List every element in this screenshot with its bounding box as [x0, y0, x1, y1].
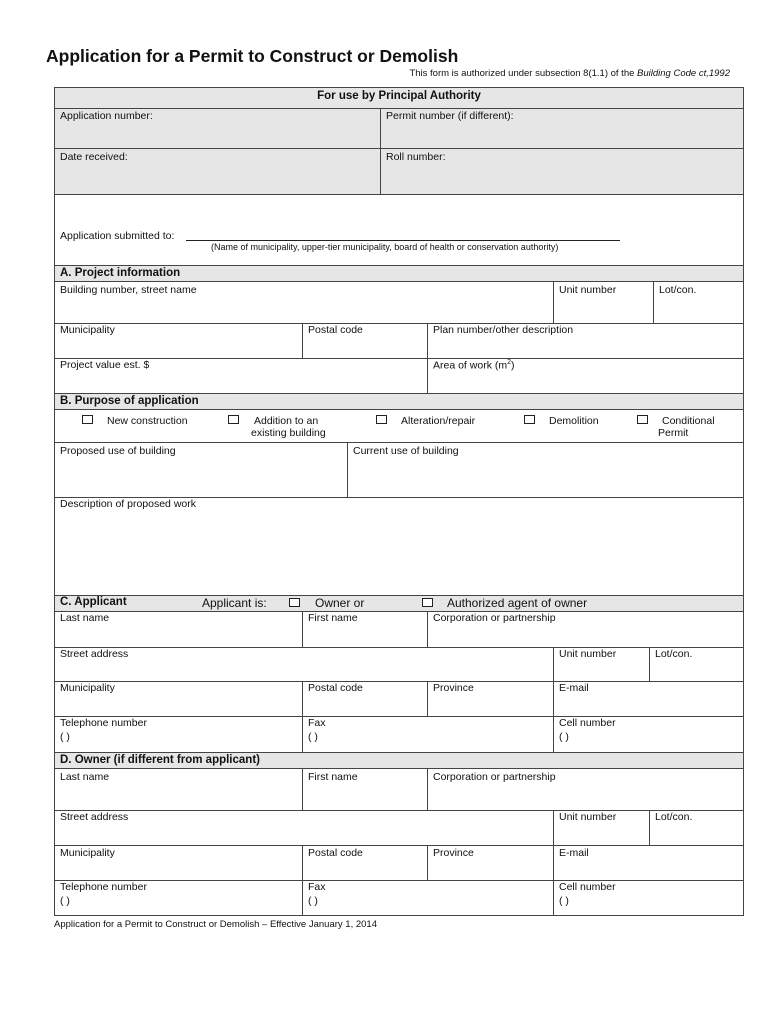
- c-municipality-label: Municipality: [60, 682, 115, 694]
- d-lot-con-field[interactable]: [651, 823, 741, 843]
- section-d-heading: D. Owner (if different from applicant): [60, 754, 260, 766]
- unit-number-label: Unit number: [559, 284, 617, 296]
- addition-label-2: existing building: [251, 427, 326, 439]
- c-corporation-label: Corporation or partnership: [433, 612, 556, 624]
- d-street-address-field[interactable]: [56, 823, 552, 843]
- current-use-field[interactable]: [349, 457, 741, 495]
- d-telephone-label: Telephone number: [60, 881, 147, 893]
- project-value-field[interactable]: [155, 359, 425, 392]
- section-c-heading: C. Applicant: [60, 596, 127, 608]
- proposed-use-label: Proposed use of building: [60, 445, 176, 457]
- addition-label-1: Addition to an: [254, 415, 319, 427]
- d-municipality-field[interactable]: [56, 859, 300, 879]
- d-corporation-label: Corporation or partnership: [433, 771, 556, 783]
- c-first-name-field[interactable]: [304, 624, 425, 646]
- area-of-work-field[interactable]: [429, 372, 741, 392]
- addition-checkbox[interactable]: [228, 415, 239, 424]
- d-email-field[interactable]: [555, 859, 741, 879]
- description-field[interactable]: [56, 510, 742, 592]
- d-street-address-label: Street address: [60, 811, 129, 823]
- c-cell-field[interactable]: ( ): [559, 731, 569, 743]
- c-unit-number-field[interactable]: [555, 660, 647, 680]
- d-unit-number-label: Unit number: [559, 811, 617, 823]
- building-number-field[interactable]: [56, 296, 552, 322]
- municipality-label: Municipality: [60, 324, 115, 336]
- plan-number-label: Plan number/other description: [433, 324, 574, 336]
- page-title: Application for a Permit to Construct or Demolish: [46, 46, 459, 66]
- section-a-heading: A. Project information: [60, 267, 181, 279]
- conditional-label-2: Permit: [658, 427, 689, 439]
- lot-con-field[interactable]: [655, 296, 741, 322]
- municipality-field[interactable]: [56, 336, 300, 357]
- c-postal-code-field[interactable]: [304, 694, 425, 715]
- d-corporation-field[interactable]: [429, 783, 741, 809]
- demolition-checkbox[interactable]: [524, 415, 535, 424]
- d-lot-con-label: Lot/con.: [655, 811, 693, 823]
- roll-number-label: Roll number:: [386, 151, 446, 163]
- permit-form: [54, 87, 744, 916]
- c-lot-con-field[interactable]: [651, 660, 741, 680]
- c-street-address-label: Street address: [60, 648, 129, 660]
- d-last-name-field[interactable]: [56, 783, 300, 809]
- principal-header: For use by Principal Authority: [317, 90, 481, 102]
- permit-number-field[interactable]: [382, 122, 742, 146]
- new-construction-checkbox[interactable]: [82, 415, 93, 424]
- area-of-work-text: Area of work (m: [433, 359, 508, 372]
- c-street-address-field[interactable]: [56, 660, 552, 680]
- application-number-field[interactable]: [56, 122, 379, 146]
- authorized-agent-label: Authorized agent of owner: [447, 596, 588, 610]
- authorized-agent-checkbox[interactable]: [422, 598, 433, 607]
- application-number-label: Application number:: [60, 110, 153, 122]
- postal-code-label: Postal code: [308, 324, 363, 336]
- owner-checkbox[interactable]: [289, 598, 300, 607]
- c-corporation-field[interactable]: [429, 624, 741, 646]
- owner-or-label: Owner or: [315, 596, 365, 610]
- c-province-field[interactable]: [429, 694, 551, 715]
- c-fax-field[interactable]: ( ): [308, 731, 318, 743]
- area-close: ): [511, 359, 515, 372]
- d-telephone-field[interactable]: ( ): [60, 895, 70, 907]
- area-sup: 2: [507, 359, 512, 366]
- c-email-label: E-mail: [559, 682, 589, 694]
- project-value-label: Project value est. $: [60, 359, 150, 371]
- d-province-label: Province: [433, 847, 474, 859]
- applicant-is-label: Applicant is:: [202, 596, 267, 610]
- new-construction-label: New construction: [107, 415, 188, 427]
- c-first-name-label: First name: [308, 612, 358, 624]
- proposed-use-field[interactable]: [56, 457, 345, 495]
- unit-number-field[interactable]: [555, 296, 652, 322]
- d-fax-label: Fax: [308, 881, 326, 893]
- d-email-label: E-mail: [559, 847, 589, 859]
- date-received-label: Date received:: [60, 151, 128, 163]
- d-cell-label: Cell number: [559, 881, 616, 893]
- c-email-field[interactable]: [555, 694, 741, 715]
- submitted-to-note: (Name of municipality, upper-tier municipality, board of health or conservation authority): [211, 242, 559, 252]
- c-last-name-field[interactable]: [56, 624, 300, 646]
- c-municipality-field[interactable]: [56, 694, 300, 715]
- d-last-name-label: Last name: [60, 771, 110, 783]
- c-fax-label: Fax: [308, 717, 326, 729]
- d-postal-code-field[interactable]: [304, 859, 425, 879]
- submitted-to-label: Application submitted to:: [60, 230, 175, 242]
- authorization-note: [409, 68, 730, 79]
- c-last-name-label: Last name: [60, 612, 110, 624]
- area-of-work-label: [433, 359, 515, 372]
- d-postal-code-label: Postal code: [308, 847, 363, 859]
- page-footer: Application for a Permit to Construct or Demolish – Effective January 1, 2014: [54, 919, 377, 930]
- conditional-permit-checkbox[interactable]: [637, 415, 648, 424]
- c-cell-label: Cell number: [559, 717, 616, 729]
- d-cell-field[interactable]: ( ): [559, 895, 569, 907]
- alteration-checkbox[interactable]: [376, 415, 387, 424]
- section-c-fill: [55, 596, 743, 611]
- d-municipality-label: Municipality: [60, 847, 115, 859]
- c-telephone-field[interactable]: ( ): [60, 731, 70, 743]
- conditional-label-1: Conditional: [662, 415, 715, 427]
- permit-number-label: Permit number (if different):: [386, 110, 514, 122]
- date-received-field[interactable]: [56, 163, 379, 193]
- d-first-name-field[interactable]: [304, 783, 425, 809]
- postal-code-field[interactable]: [304, 336, 425, 357]
- building-number-label: Building number, street name: [60, 284, 197, 296]
- c-unit-number-label: Unit number: [559, 648, 617, 660]
- description-label: Description of proposed work: [60, 498, 196, 510]
- authorization-act: Building Code ct,1992: [637, 68, 730, 79]
- d-first-name-label: First name: [308, 771, 358, 783]
- current-use-label: Current use of building: [353, 445, 459, 457]
- demolition-label: Demolition: [549, 415, 599, 427]
- d-unit-number-field[interactable]: [555, 823, 647, 843]
- section-b-heading: B. Purpose of application: [60, 395, 199, 407]
- d-province-field[interactable]: [429, 859, 551, 879]
- c-postal-code-label: Postal code: [308, 682, 363, 694]
- authorization-prefix: This form is authorized under subsection 8(1.1) of the: [409, 68, 638, 79]
- alteration-label: Alteration/repair: [401, 415, 476, 427]
- lot-con-label: Lot/con.: [659, 284, 697, 296]
- plan-number-field[interactable]: [429, 336, 741, 357]
- d-fax-field[interactable]: ( ): [308, 895, 318, 907]
- c-lot-con-label: Lot/con.: [655, 648, 693, 660]
- c-telephone-label: Telephone number: [60, 717, 147, 729]
- roll-number-field[interactable]: [382, 163, 742, 193]
- c-province-label: Province: [433, 682, 474, 694]
- submitted-to-field[interactable]: [186, 240, 620, 241]
